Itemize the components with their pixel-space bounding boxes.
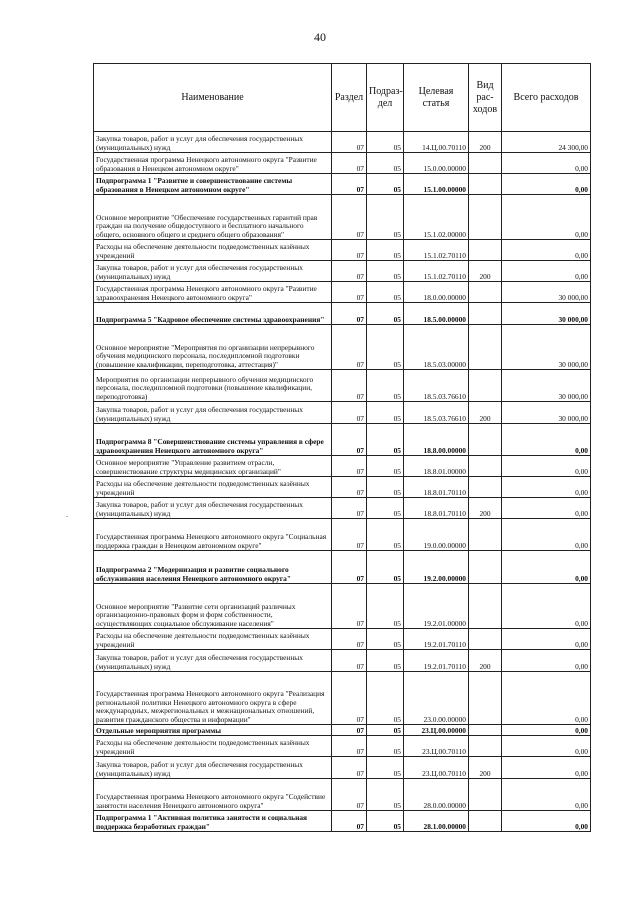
- cell-expense-type: [469, 325, 502, 370]
- cell-expense-type: [469, 174, 502, 195]
- table-row: [94, 519, 591, 551]
- cell-section: 07: [332, 779, 367, 811]
- cell-subsection: 05: [367, 153, 404, 174]
- cell-total: 0,00: [502, 672, 591, 725]
- cell-total: 0,00: [502, 584, 591, 629]
- cell-target: 18.8.01.00000: [404, 456, 469, 477]
- cell-section: 07: [332, 325, 367, 370]
- budget-table: [93, 63, 591, 832]
- table-row: [94, 132, 591, 153]
- cell-section: 07: [332, 519, 367, 551]
- cell-section: 07: [332, 477, 367, 498]
- table-row: [94, 456, 591, 477]
- cell-subsection: 05: [367, 551, 404, 584]
- cell-subsection: 05: [367, 402, 404, 424]
- cell-section: 07: [332, 282, 367, 303]
- header-target: Целевая статья: [404, 64, 469, 132]
- cell-subsection: 05: [367, 195, 404, 240]
- cell-subsection: 05: [367, 584, 404, 629]
- cell-expense-type: [469, 282, 502, 303]
- cell-section: 07: [332, 551, 367, 584]
- cell-subsection: 05: [367, 811, 404, 832]
- cell-expense-type: [469, 424, 502, 456]
- cell-name: Государственная программа Ненецкого автономного округа "Содействие занятости населения Ненецкого автономного округа": [94, 779, 332, 811]
- cell-expense-type: 200: [469, 498, 502, 519]
- cell-total: 0,00: [502, 811, 591, 832]
- table-row: [94, 477, 591, 498]
- cell-expense-type: [469, 477, 502, 498]
- cell-name: Расходы на обеспечение деятельности подведомственных казённых учреждений: [94, 736, 332, 757]
- header-name: Наименование: [94, 64, 332, 132]
- cell-name: Закупка товаров, работ и услуг для обеспечения государственных (муниципальных) нужд: [94, 132, 332, 153]
- cell-target: 23.Ц.00.70110: [404, 736, 469, 757]
- cell-expense-type: 200: [469, 402, 502, 424]
- table-row: [94, 153, 591, 174]
- cell-expense-type: [469, 456, 502, 477]
- cell-name: Закупка товаров, работ и услуг для обеспечения государственных (муниципальных) нужд: [94, 757, 332, 779]
- table-row: [94, 629, 591, 650]
- table-row: [94, 811, 591, 832]
- cell-name: Основное мероприятие "Развитие сети организаций различных организационно-правовых форм и форм собственности, осуществляющих социальное обслуживание населения": [94, 584, 332, 629]
- cell-subsection: 05: [367, 757, 404, 779]
- cell-name: Основное мероприятие "Управление развитием отрасли, совершенствование структуры медицинских организаций": [94, 456, 332, 477]
- cell-expense-type: 200: [469, 650, 502, 672]
- table-row: [94, 240, 591, 261]
- cell-name: Подпрограмма 2 "Модернизация и развитие социального обслуживания населения Ненецкого автономного округа": [94, 551, 332, 584]
- cell-subsection: 05: [367, 519, 404, 551]
- cell-target: 15.1.02.00000: [404, 195, 469, 240]
- header-total: Всего расходов: [502, 64, 591, 132]
- cell-target: 18.8.01.70110: [404, 498, 469, 519]
- cell-name: Закупка товаров, работ и услуг для обеспечения государственных (муниципальных) нужд: [94, 261, 332, 282]
- cell-expense-type: [469, 195, 502, 240]
- cell-target: 23.0.00.00000: [404, 672, 469, 725]
- table-row: [94, 650, 591, 672]
- cell-name: Государственная программа Ненецкого автономного округа "Реализация региональной политики Ненецкого автономного округа в сфере международных, межрегиональных и межнациональных отношений, развития гражданского общества и информации": [94, 672, 332, 725]
- cell-subsection: 05: [367, 303, 404, 325]
- cell-subsection: 05: [367, 456, 404, 477]
- table-header-row: [94, 64, 591, 132]
- cell-target: 15.1.02.70110: [404, 261, 469, 282]
- cell-target: 19.2.00.00000: [404, 551, 469, 584]
- cell-subsection: 05: [367, 325, 404, 370]
- table-row: [94, 672, 591, 725]
- cell-name: Основное мероприятие "Мероприятия по организации непрерывного обучения медицинского персонала, последипломной подготовки (повышение квалификации, переподготовка, аттестация)": [94, 325, 332, 370]
- header-section: Раздел: [332, 64, 367, 132]
- cell-name: Мероприятия по организации непрерывного обучения медицинского персонала, последипломной подготовки (повышение квалификации, переподготовка): [94, 370, 332, 402]
- cell-expense-type: [469, 736, 502, 757]
- cell-subsection: 05: [367, 650, 404, 672]
- table-row: [94, 174, 591, 195]
- cell-section: 07: [332, 672, 367, 725]
- header-subsection: Подраз- дел: [367, 64, 404, 132]
- cell-target: 18.8.01.70110: [404, 477, 469, 498]
- cell-total: 30 000,00: [502, 402, 591, 424]
- cell-total: 0,00: [502, 629, 591, 650]
- cell-subsection: 05: [367, 725, 404, 736]
- cell-expense-type: [469, 811, 502, 832]
- table-row: [94, 757, 591, 779]
- cell-subsection: 05: [367, 240, 404, 261]
- cell-section: 07: [332, 174, 367, 195]
- cell-target: 23.Ц.00.70110: [404, 757, 469, 779]
- cell-name: Расходы на обеспечение деятельности подведомственных казённых учреждений: [94, 240, 332, 261]
- cell-total: 24 300,00: [502, 132, 591, 153]
- cell-section: 07: [332, 240, 367, 261]
- cell-section: 07: [332, 584, 367, 629]
- cell-total: 0,00: [502, 261, 591, 282]
- cell-subsection: 05: [367, 779, 404, 811]
- cell-subsection: 05: [367, 477, 404, 498]
- margin-mark: .: [66, 510, 68, 519]
- table-row: [94, 282, 591, 303]
- cell-subsection: 05: [367, 261, 404, 282]
- cell-expense-type: [469, 370, 502, 402]
- cell-section: 07: [332, 629, 367, 650]
- cell-target: 28.1.00.00000: [404, 811, 469, 832]
- cell-expense-type: 200: [469, 261, 502, 282]
- cell-target: 14.Ц.00.70110: [404, 132, 469, 153]
- cell-expense-type: [469, 584, 502, 629]
- cell-section: 07: [332, 195, 367, 240]
- cell-section: 07: [332, 650, 367, 672]
- cell-total: 0,00: [502, 551, 591, 584]
- cell-expense-type: [469, 303, 502, 325]
- cell-target: 18.5.03.76610: [404, 402, 469, 424]
- cell-section: 07: [332, 725, 367, 736]
- cell-total: 0,00: [502, 757, 591, 779]
- cell-target: 15.0.00.00000: [404, 153, 469, 174]
- page-number: 40: [314, 30, 326, 44]
- cell-name: Подпрограмма 1 "Активная политика занятости и социальная поддержка безработных граждан": [94, 811, 332, 832]
- cell-total: 0,00: [502, 174, 591, 195]
- cell-target: 19.2.01.00000: [404, 584, 469, 629]
- cell-total: 30 000,00: [502, 325, 591, 370]
- cell-total: 0,00: [502, 424, 591, 456]
- cell-name: Государственная программа Ненецкого автономного округа "Развитие здравоохранения Ненецкого автономного округа": [94, 282, 332, 303]
- cell-subsection: 05: [367, 736, 404, 757]
- cell-name: Расходы на обеспечение деятельности подведомственных казённых учреждений: [94, 629, 332, 650]
- cell-target: 19.2.01.70110: [404, 629, 469, 650]
- cell-subsection: 05: [367, 424, 404, 456]
- cell-section: 07: [332, 370, 367, 402]
- table-row: [94, 303, 591, 325]
- cell-section: 07: [332, 402, 367, 424]
- cell-section: 07: [332, 811, 367, 832]
- cell-name: Государственная программа Ненецкого автономного округа "Развитие образования в Ненецком автономном округе": [94, 153, 332, 174]
- cell-name: Подпрограмма 8 "Совершенствование системы управления в сфере здравоохранения Ненецкого автономного округа": [94, 424, 332, 456]
- cell-expense-type: [469, 153, 502, 174]
- header-expense-type: Вид рас- ходов: [469, 64, 502, 132]
- table-body: [94, 132, 591, 832]
- cell-name: Подпрограмма 5 "Кадровое обеспечение системы здравоохранения": [94, 303, 332, 325]
- cell-target: 15.1.02.70110: [404, 240, 469, 261]
- cell-subsection: 05: [367, 132, 404, 153]
- table-row: [94, 195, 591, 240]
- cell-section: 07: [332, 261, 367, 282]
- cell-section: 07: [332, 424, 367, 456]
- cell-name: Основное мероприятие "Обеспечение государственных гарантий прав граждан на получение общедоступного и бесплатного начального общего, основного общего и среднего общего образования": [94, 195, 332, 240]
- cell-total: 0,00: [502, 498, 591, 519]
- cell-section: 07: [332, 132, 367, 153]
- cell-total: 0,00: [502, 195, 591, 240]
- cell-subsection: 05: [367, 629, 404, 650]
- cell-target: 18.5.03.76610: [404, 370, 469, 402]
- cell-name: Отдельные мероприятия программы: [94, 725, 332, 736]
- cell-expense-type: [469, 629, 502, 650]
- cell-name: Подпрограмма 1 "Развитие и совершенствование системы образования в Ненецком автономном округе": [94, 174, 332, 195]
- cell-expense-type: [469, 240, 502, 261]
- cell-target: 15.1.00.00000: [404, 174, 469, 195]
- cell-section: 07: [332, 498, 367, 519]
- cell-target: 18.8.00.00000: [404, 424, 469, 456]
- table-row: [94, 402, 591, 424]
- cell-total: 0,00: [502, 456, 591, 477]
- cell-section: 07: [332, 456, 367, 477]
- cell-total: 0,00: [502, 650, 591, 672]
- table-row: [94, 584, 591, 629]
- cell-name: Закупка товаров, работ и услуг для обеспечения государственных (муниципальных) нужд: [94, 402, 332, 424]
- cell-section: 07: [332, 303, 367, 325]
- table-row: [94, 725, 591, 736]
- table-row: [94, 370, 591, 402]
- cell-subsection: 05: [367, 672, 404, 725]
- cell-expense-type: [469, 672, 502, 725]
- cell-total: 0,00: [502, 153, 591, 174]
- cell-section: 07: [332, 736, 367, 757]
- cell-expense-type: 200: [469, 132, 502, 153]
- table-row: [94, 736, 591, 757]
- cell-subsection: 05: [367, 282, 404, 303]
- cell-total: 0,00: [502, 725, 591, 736]
- cell-total: 30 000,00: [502, 282, 591, 303]
- table-row: [94, 779, 591, 811]
- cell-target: 18.5.00.00000: [404, 303, 469, 325]
- cell-target: 23.Ц.00.00000: [404, 725, 469, 736]
- cell-target: 18.0.00.00000: [404, 282, 469, 303]
- cell-total: 30 000,00: [502, 303, 591, 325]
- cell-name: Государственная программа Ненецкого автономного округа "Социальная поддержка граждан в Ненецком автономном округе": [94, 519, 332, 551]
- table-row: [94, 325, 591, 370]
- cell-total: 0,00: [502, 240, 591, 261]
- cell-subsection: 05: [367, 174, 404, 195]
- cell-target: 18.5.03.00000: [404, 325, 469, 370]
- cell-total: 0,00: [502, 477, 591, 498]
- cell-name: Закупка товаров, работ и услуг для обеспечения государственных (муниципальных) нужд: [94, 650, 332, 672]
- cell-name: Расходы на обеспечение деятельности подведомственных казённых учреждений: [94, 477, 332, 498]
- cell-section: 07: [332, 757, 367, 779]
- cell-target: 19.2.01.70110: [404, 650, 469, 672]
- cell-expense-type: [469, 725, 502, 736]
- cell-total: 0,00: [502, 779, 591, 811]
- cell-subsection: 05: [367, 498, 404, 519]
- cell-name: Закупка товаров, работ и услуг для обеспечения государственных (муниципальных) нужд: [94, 498, 332, 519]
- table-row: [94, 261, 591, 282]
- table-row: [94, 498, 591, 519]
- cell-total: 0,00: [502, 519, 591, 551]
- cell-target: 19.0.00.00000: [404, 519, 469, 551]
- table-row: [94, 424, 591, 456]
- cell-total: 0,00: [502, 736, 591, 757]
- cell-expense-type: [469, 779, 502, 811]
- cell-subsection: 05: [367, 370, 404, 402]
- cell-expense-type: 200: [469, 757, 502, 779]
- cell-section: 07: [332, 153, 367, 174]
- cell-total: 30 000,00: [502, 370, 591, 402]
- cell-expense-type: [469, 519, 502, 551]
- table-row: [94, 551, 591, 584]
- cell-expense-type: [469, 551, 502, 584]
- cell-target: 28.0.00.00000: [404, 779, 469, 811]
